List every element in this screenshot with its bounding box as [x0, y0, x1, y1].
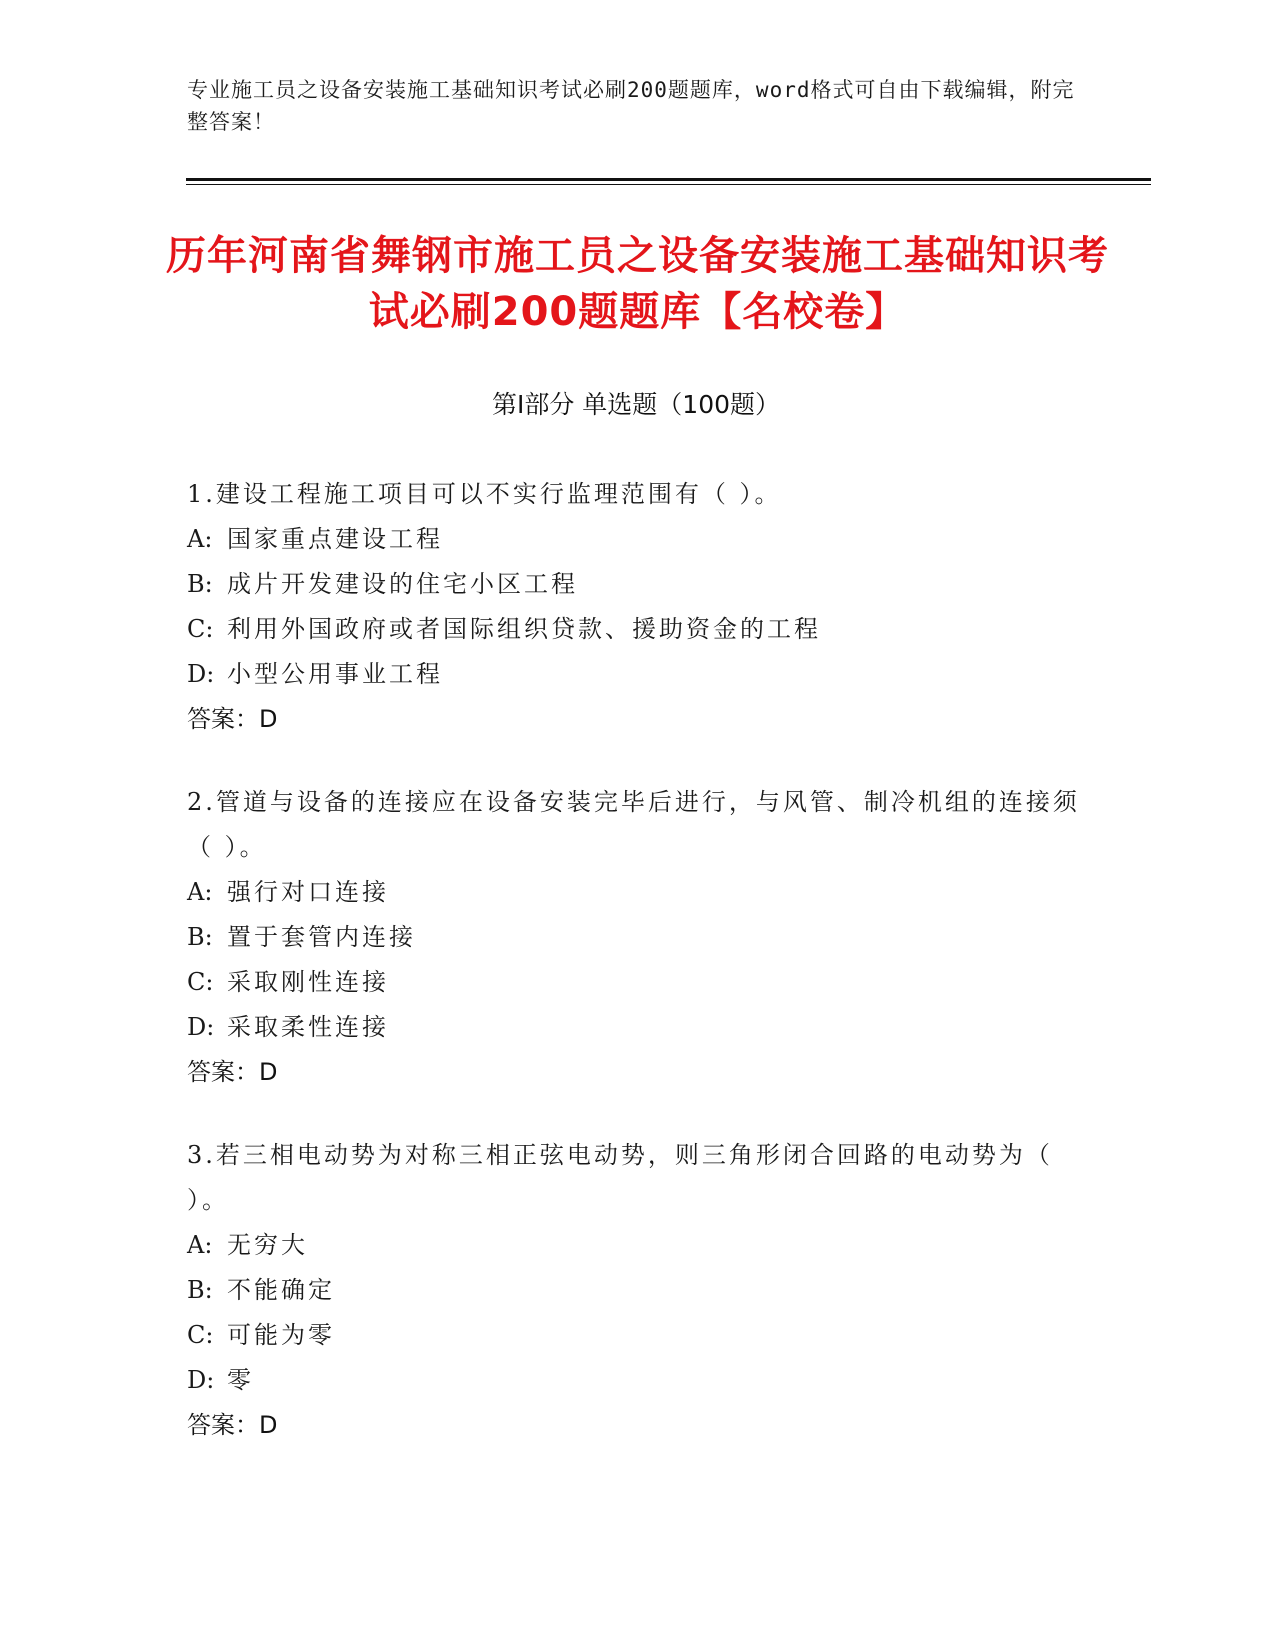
option-a [187, 517, 1087, 562]
option-letter: B: [187, 923, 213, 951]
option-text: 利用外国政府或者国际组织贷款、援助资金的工程 [227, 615, 821, 643]
option-c [187, 1313, 1087, 1358]
answer-line: 答案：D [187, 1411, 278, 1439]
option-text: 采取柔性连接 [227, 1013, 389, 1041]
option-d [187, 1358, 1087, 1403]
option-text: 置于套管内连接 [227, 923, 416, 951]
option-letter: A: [187, 525, 213, 553]
question-list [187, 472, 1087, 1486]
option-letter: C: [187, 968, 214, 996]
option-letter: A: [187, 1231, 213, 1259]
option-letter: D: [187, 1366, 215, 1394]
document-title: 历年河南省舞钢市施工员之设备安装施工基础知识考试必刷200题题库【名校卷】 [166, 233, 1109, 335]
option-c [187, 607, 1087, 652]
question-stem: 1.建设工程施工项目可以不实行监理范围有（ ）。 [187, 480, 782, 508]
option-letter: B: [187, 1276, 213, 1304]
answer-line: 答案：D [187, 1058, 278, 1086]
question-3 [187, 1133, 1087, 1448]
option-letter: A: [187, 878, 213, 906]
option-c [187, 960, 1087, 1005]
option-text: 小型公用事业工程 [227, 660, 443, 688]
option-letter: C: [187, 615, 214, 643]
option-b [187, 915, 1087, 960]
option-d [187, 652, 1087, 697]
option-d [187, 1005, 1087, 1050]
option-text: 强行对口连接 [227, 878, 389, 906]
option-text: 国家重点建设工程 [227, 525, 443, 553]
question-2 [187, 780, 1087, 1095]
option-text: 可能为零 [227, 1321, 335, 1349]
header-divider-thick [186, 178, 1151, 181]
section-title: 第Ⅰ部分 单选题（100题） [491, 390, 781, 419]
option-text: 成片开发建设的住宅小区工程 [227, 570, 578, 598]
option-b [187, 1268, 1087, 1313]
option-b [187, 562, 1087, 607]
option-text: 无穷大 [227, 1231, 308, 1259]
option-a [187, 1223, 1087, 1268]
option-letter: D: [187, 660, 215, 688]
option-letter: D: [187, 1013, 215, 1041]
answer-line: 答案：D [187, 705, 278, 733]
question-1 [187, 472, 1087, 742]
option-letter: C: [187, 1321, 214, 1349]
option-text: 不能确定 [227, 1276, 335, 1304]
option-letter: B: [187, 570, 213, 598]
option-text: 采取刚性连接 [227, 968, 389, 996]
header-note: 专业施工员之设备安装施工基础知识考试必刷200题题库，word格式可自由下载编辑，附完整答案！ [187, 78, 1075, 134]
question-stem: 2.管道与设备的连接应在设备安装完毕后进行，与风管、制冷机组的连接须（ ）。 [187, 788, 1080, 861]
header-divider-thin [186, 184, 1151, 185]
question-stem: 3.若三相电动势为对称三相正弦电动势，则三角形闭合回路的电动势为（ ）。 [187, 1141, 1053, 1214]
option-a [187, 870, 1087, 915]
option-text: 零 [227, 1366, 254, 1394]
